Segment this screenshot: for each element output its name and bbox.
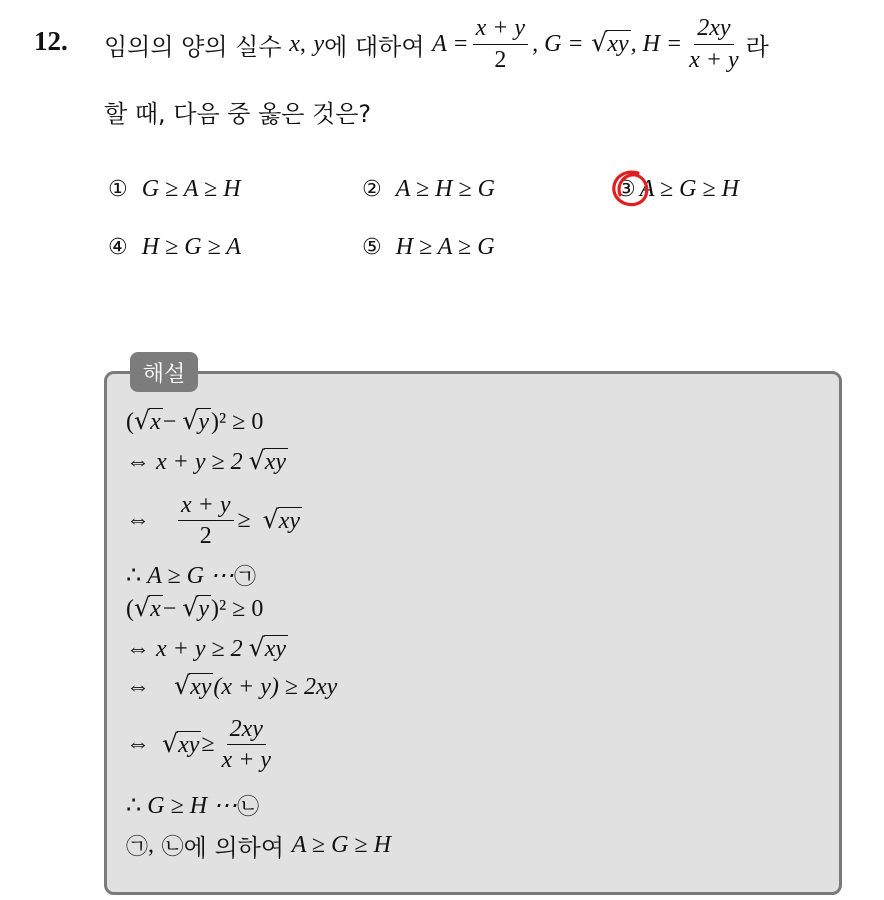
radical-sign: √ xyxy=(591,27,608,57)
solution-line-8 xyxy=(126,716,278,774)
fraction xyxy=(219,716,275,774)
paren: ( xyxy=(126,408,134,435)
sqrt-xy: √ xy xyxy=(262,504,301,534)
therefore: ∴ xyxy=(126,563,142,589)
expr: G ≥ H ⋯ xyxy=(147,793,238,819)
iff: ⇔ xyxy=(126,673,150,700)
sqrt-y: √ y xyxy=(182,406,209,435)
fraction-numerator: 2xy xyxy=(227,716,266,745)
fraction xyxy=(178,492,234,550)
solution-line-5 xyxy=(126,595,263,624)
solution-line-1 xyxy=(126,408,263,437)
choice-expr: A ≥ H ≥ G xyxy=(395,176,495,202)
choice-marker: ① xyxy=(108,177,128,202)
mark-giyeok: ㉠ xyxy=(126,835,149,860)
mark-nieun: ㉡ xyxy=(237,795,260,820)
expr: x + y ≥ 2 xyxy=(156,448,243,475)
sqrt-xy: √ xy xyxy=(162,728,200,758)
choice-expr: H ≥ G ≥ A xyxy=(141,234,241,260)
sqrt-xy: √ xy xyxy=(248,446,287,475)
solution-line-7 xyxy=(126,673,337,702)
choice-expr: A ≥ G ≥ H xyxy=(639,176,739,202)
var-x: x xyxy=(289,30,300,57)
fraction-numerator: x + y xyxy=(473,15,529,44)
question-stem xyxy=(104,10,874,128)
minus: − xyxy=(162,595,177,622)
explanation-tab: 해설 xyxy=(130,352,198,392)
sqrt-y: √ y xyxy=(182,593,209,622)
sqrt-x: √ x xyxy=(134,593,161,622)
stem-text: 라 xyxy=(745,32,769,61)
fraction-denominator: 2 xyxy=(199,523,212,550)
minus: − xyxy=(162,408,177,435)
squared-ge-zero: )² ≥ 0 xyxy=(210,408,264,435)
iff: ⇔ xyxy=(126,731,150,758)
a-fraction xyxy=(473,15,529,73)
choice-2[interactable] xyxy=(362,176,495,203)
var-y: y xyxy=(313,30,325,57)
fraction-denominator: x + y xyxy=(221,747,272,774)
choice-3[interactable] xyxy=(616,176,739,203)
comma: , xyxy=(148,832,155,858)
fraction-denominator: x + y xyxy=(689,46,739,73)
h-fraction xyxy=(686,15,742,73)
sqrt-xy: √ xy xyxy=(174,671,212,700)
sqrt-xy: √ xy xyxy=(248,633,287,662)
h-label: , H = xyxy=(630,30,683,57)
ge: ≥ xyxy=(201,731,215,758)
fraction-numerator: 2xy xyxy=(694,15,733,44)
expr: x + y ≥ 2 xyxy=(156,635,243,662)
conclusion-text: 에 의하여 xyxy=(183,834,285,862)
sqrt-xy xyxy=(591,27,630,59)
iff: ⇔ xyxy=(126,507,150,534)
choice-4[interactable] xyxy=(108,234,241,261)
solution-line-6 xyxy=(126,635,288,664)
answer-choices xyxy=(108,176,868,276)
stem-text: 임의의 양의 실수 xyxy=(104,32,282,61)
choice-1[interactable] xyxy=(108,176,241,203)
fraction-numerator: x + y xyxy=(178,492,234,521)
choice-marker: ⑤ xyxy=(362,235,382,260)
stem-line2: 할 때, 다음 중 옳은 것은? xyxy=(104,100,372,128)
mark-nieun: ㉡ xyxy=(161,835,184,860)
choice-expr: G ≥ A ≥ H xyxy=(141,176,241,202)
radicand: xy xyxy=(607,30,629,57)
choice-marker: ④ xyxy=(108,235,128,260)
sqrt-x: √ x xyxy=(134,406,161,435)
solution-line-4 xyxy=(126,560,256,591)
conclusion-expr: A ≥ G ≥ H xyxy=(291,832,391,858)
fraction-denominator: 2 xyxy=(494,46,507,73)
expr: (x + y) ≥ 2xy xyxy=(213,673,338,700)
squared-ge-zero: )² ≥ 0 xyxy=(210,595,264,622)
choice-expr: H ≥ A ≥ G xyxy=(395,234,495,260)
solution-conclusion xyxy=(126,828,391,863)
solution-line-9 xyxy=(126,790,259,821)
stem-text: 에 대하여 xyxy=(324,32,425,61)
comma: , xyxy=(299,30,306,57)
mark-giyeok: ㉠ xyxy=(234,565,257,590)
g-label: , G = xyxy=(532,30,584,57)
solution-line-3 xyxy=(126,492,302,550)
choice-marker: ③ xyxy=(616,177,636,202)
paren: ( xyxy=(126,595,134,622)
choice-marker: ② xyxy=(362,177,382,202)
ge: ≥ xyxy=(237,507,251,534)
answer-circle-mark xyxy=(608,167,652,211)
iff: ⇔ xyxy=(126,448,150,475)
expr: A ≥ G ⋯ xyxy=(147,563,235,589)
a-label: A = xyxy=(432,30,469,57)
choice-5[interactable] xyxy=(362,234,495,261)
question-number: 12. xyxy=(34,26,68,56)
iff: ⇔ xyxy=(126,635,150,662)
solution-line-2 xyxy=(126,448,288,477)
therefore: ∴ xyxy=(126,793,142,819)
